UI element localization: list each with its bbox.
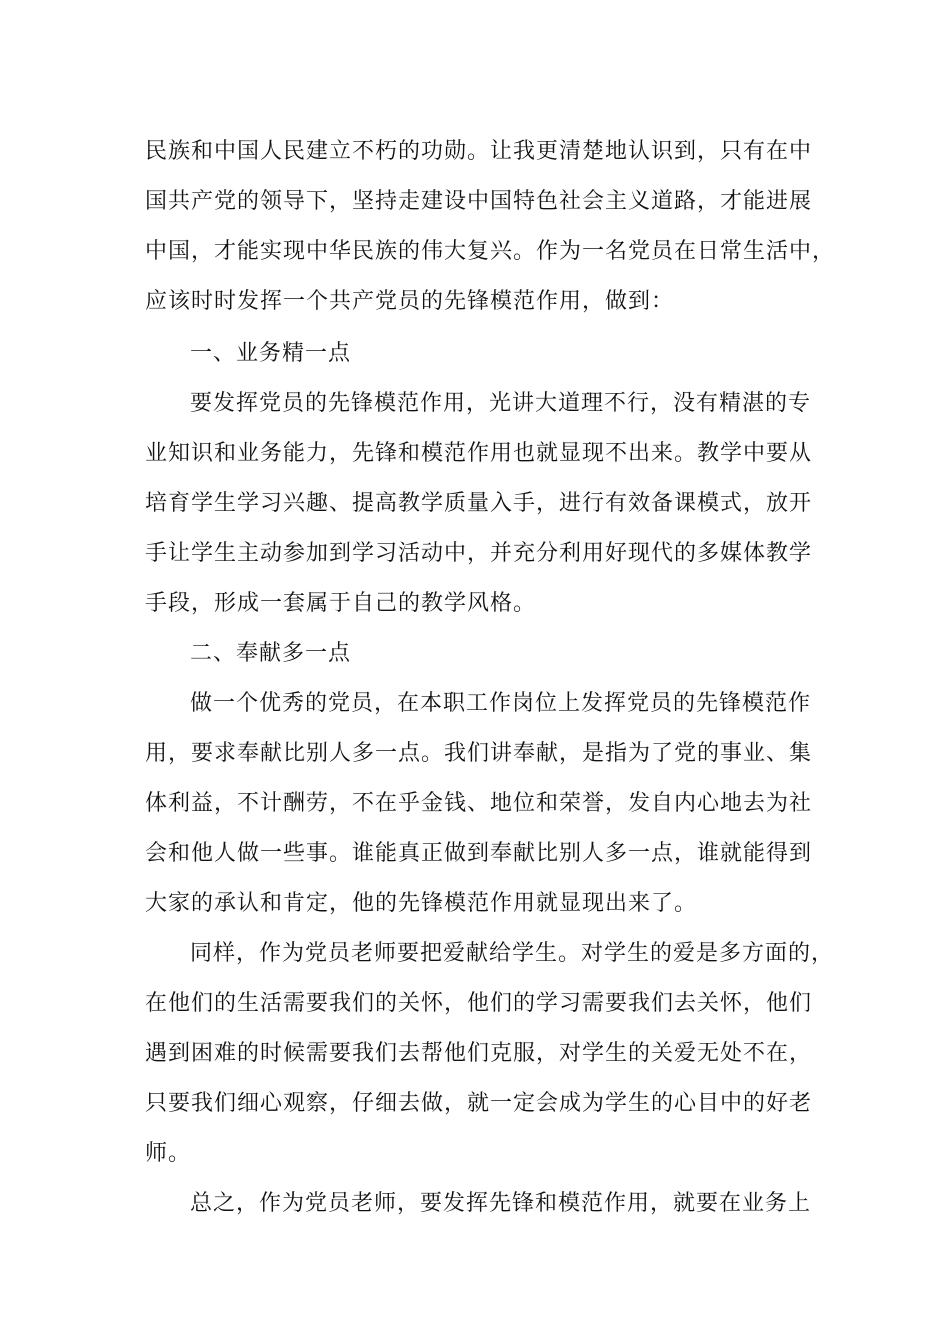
body-line-21: 师。: [145, 1141, 192, 1166]
body-line-6: 要发挥党员的先锋模范作用，光讲大道理不行，没有精湛的专: [190, 391, 812, 416]
section-heading-1: 一、业务精一点: [190, 341, 352, 366]
body-line-16: 大家的承认和肯定，他的先锋模范作用就显现出来了。: [145, 891, 698, 916]
body-line-12: 做一个优秀的党员，在本职工作岗位上发挥党员的先锋模范作: [190, 691, 812, 716]
body-line-14: 体利益，不计酬劳，不在乎金钱、地位和荣誉，发自内心地去为社: [145, 791, 813, 816]
body-line-19: 遇到困难的时候需要我们去帮他们克服，对学生的关爱无处不在，: [145, 1041, 813, 1066]
body-line-4: 应该时时发挥一个共产党员的先锋模范作用，做到：: [145, 289, 675, 314]
body-line-10: 手段，形成一套属于自己的教学风格。: [145, 591, 537, 616]
body-line-2: 国共产党的领导下，坚持走建设中国特色社会主义道路，才能进展: [145, 189, 813, 214]
body-line-7: 业知识和业务能力，先锋和模范作用也就显现不出来。教学中要从: [145, 441, 813, 466]
section-heading-2: 二、奉献多一点: [190, 641, 352, 666]
body-line-3: 中国，才能实现中华民族的伟大复兴。作为一名党员在日常生活中，: [145, 239, 836, 264]
body-line-15: 会和他人做一些事。谁能真正做到奉献比别人多一点，谁就能得到: [145, 841, 813, 866]
body-line-8: 培育学生学习兴趣、提高教学质量入手，进行有效备课模式，放开: [145, 491, 813, 516]
body-line-13: 用，要求奉献比别人多一点。我们讲奉献，是指为了党的事业、集: [145, 741, 813, 766]
body-line-20: 只要我们细心观察，仔细去做，就一定会成为学生的心目中的好老: [145, 1091, 813, 1116]
body-line-17: 同样，作为党员老师要把爱献给学生。对学生的爱是多方面的，: [190, 941, 835, 966]
body-line-1: 民族和中国人民建立不朽的功勋。让我更清楚地认识到，只有在中: [145, 139, 813, 164]
body-line-22: 总之，作为党员老师，要发挥先锋和模范作用，就要在业务上: [190, 1191, 812, 1216]
body-line-18: 在他们的生活需要我们的关怀，他们的学习需要我们去关怀，他们: [145, 991, 813, 1016]
body-line-9: 手让学生主动参加到学习活动中，并充分利用好现代的多媒体教学: [145, 541, 813, 566]
